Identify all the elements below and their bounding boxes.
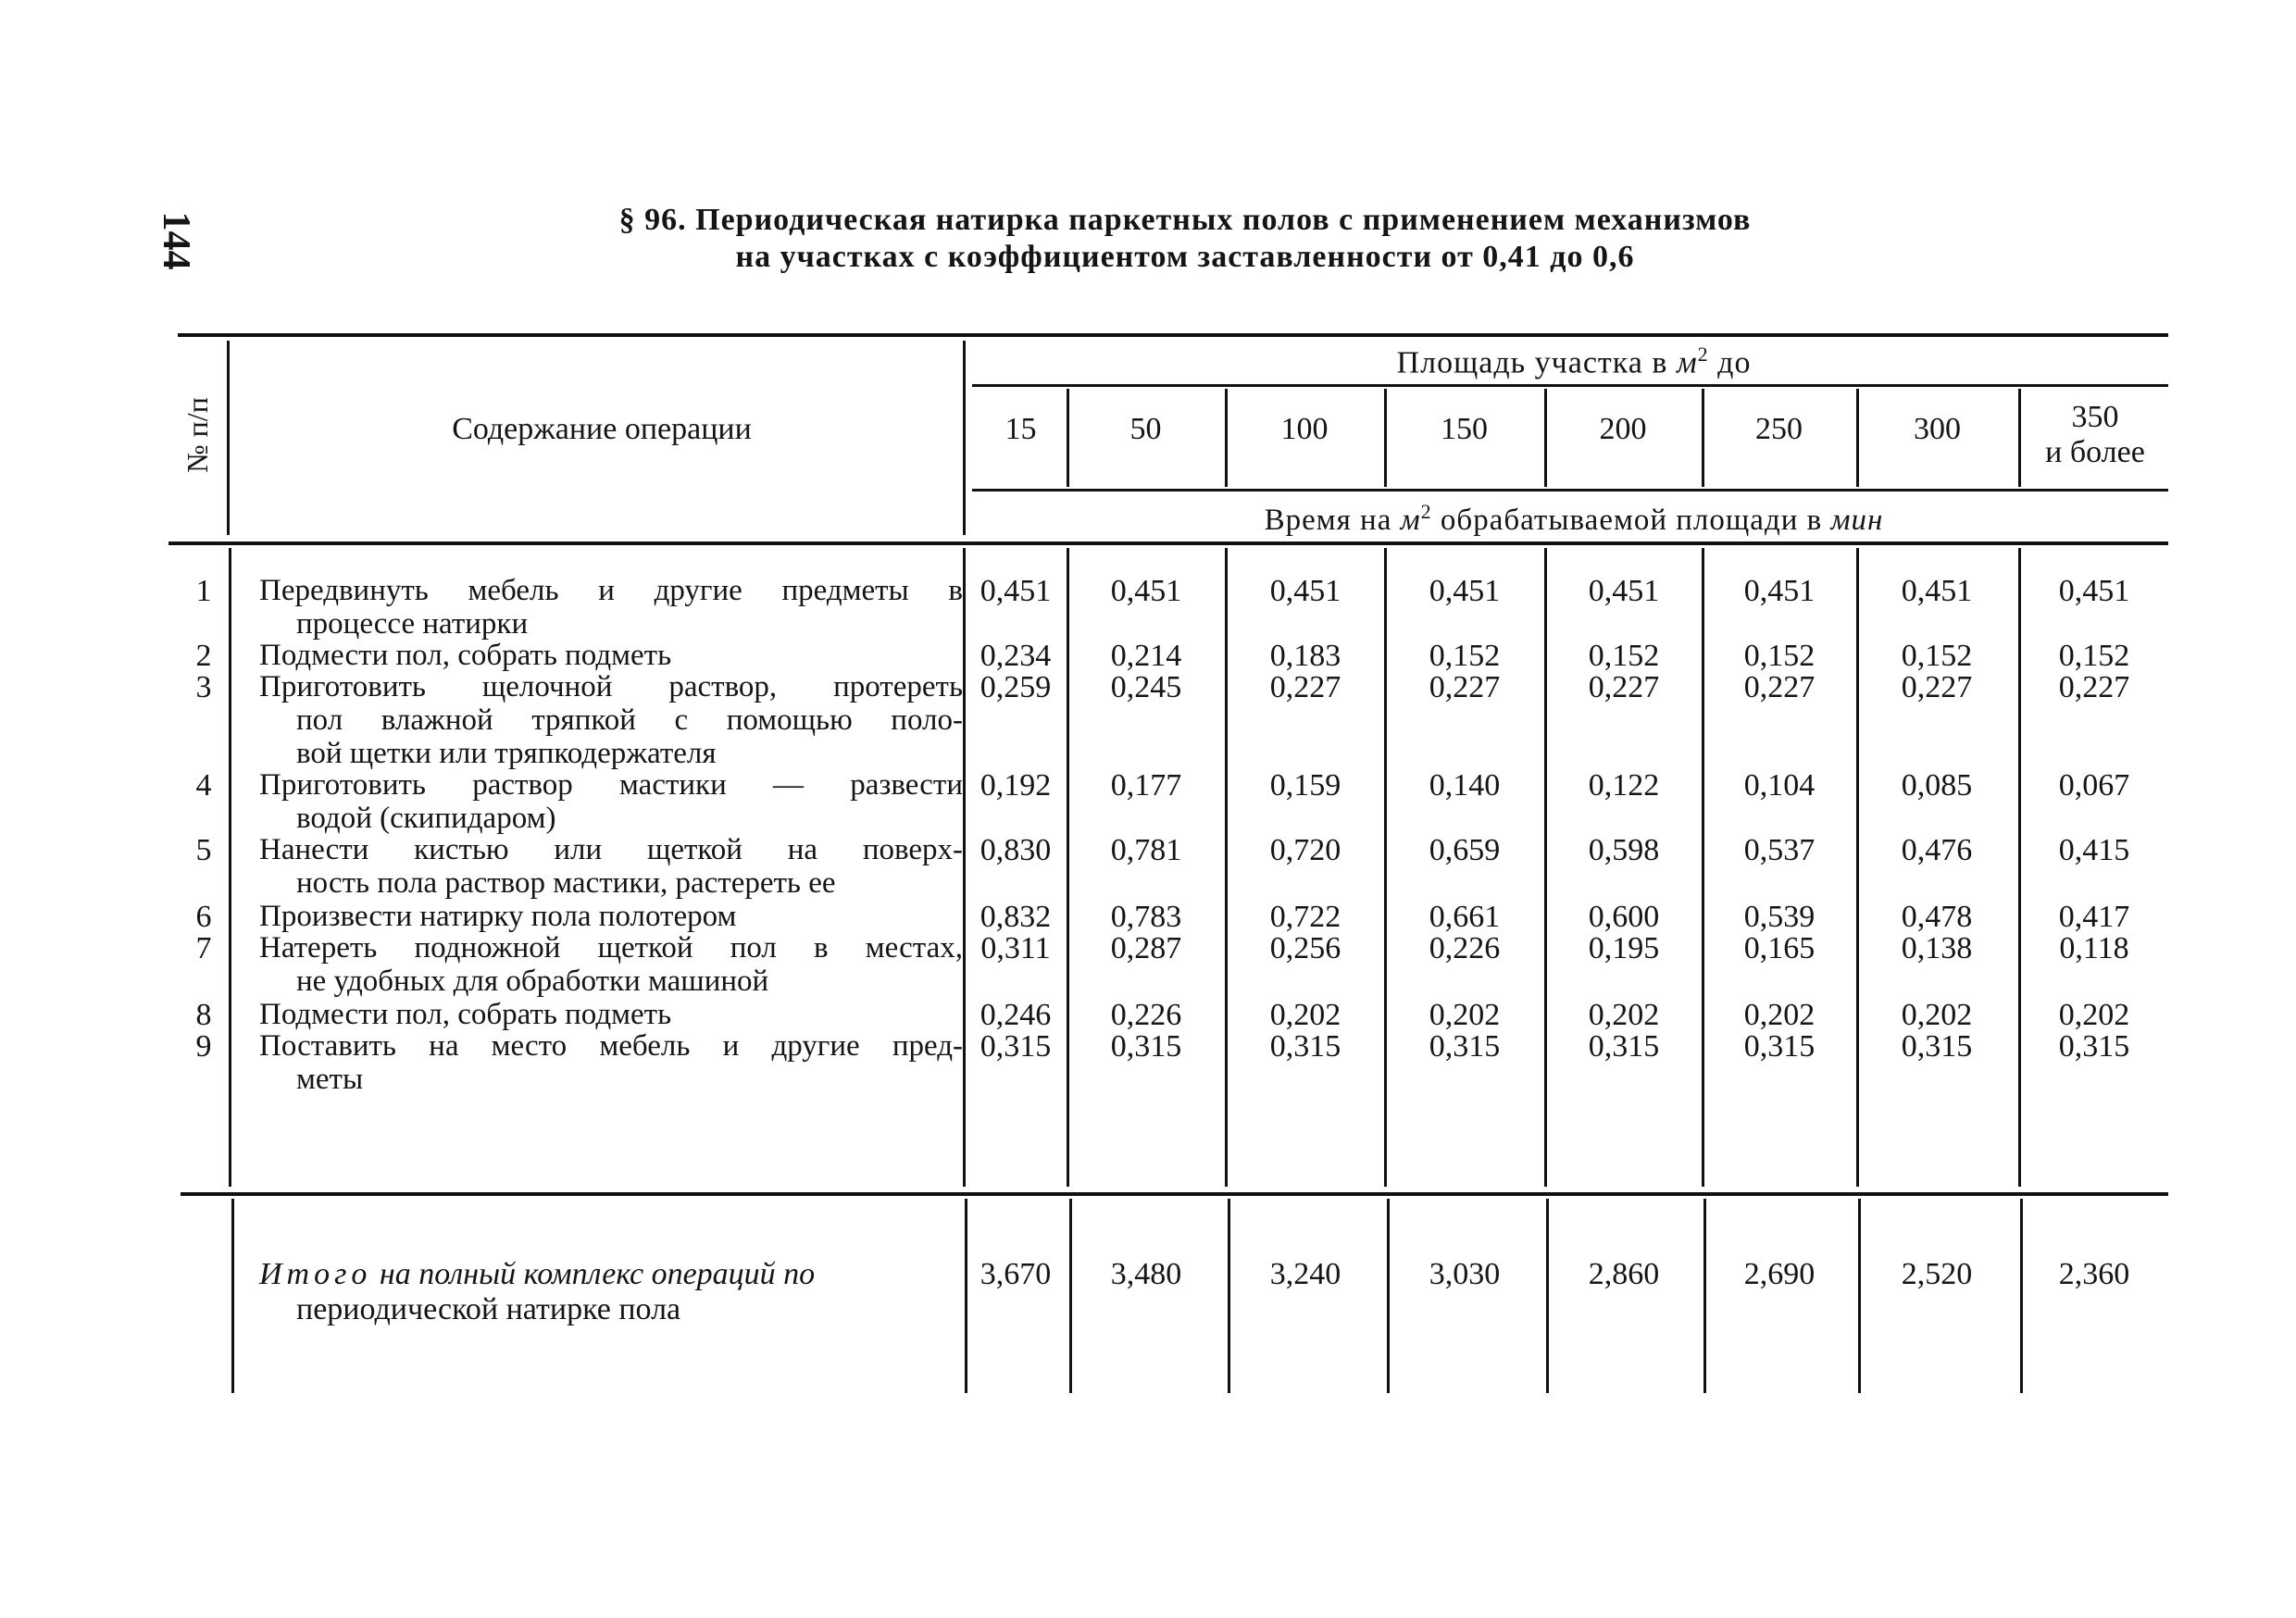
- row-value-cell: 0,202: [1901, 998, 1973, 1032]
- total-divider-col-4: [1546, 1199, 1549, 1393]
- body-divider-col-7: [2018, 548, 2021, 1187]
- total-divider-col-1: [1069, 1199, 1072, 1393]
- row-value-cell: 0,781: [1110, 833, 1182, 867]
- header-time-sup: 2: [1420, 500, 1432, 523]
- row-value-cell: 0,246: [980, 998, 1052, 1032]
- row-value-cell: 0,256: [1269, 931, 1341, 965]
- row-number: 8: [195, 998, 212, 1032]
- row-value-cell: 0,245: [1110, 670, 1182, 704]
- total-value-cell: 2,690: [1743, 1257, 1816, 1291]
- row-value-cell: 0,227: [2058, 670, 2130, 704]
- row-operation-line: Подмести пол, собрать подметь: [259, 998, 672, 1031]
- row-operation-line: Передвинуть мебель и другие предметы в: [259, 574, 963, 607]
- total-divider-col-3: [1387, 1199, 1390, 1393]
- row-value-cell: 0,152: [1901, 639, 1973, 673]
- header-col-200: 200: [1599, 412, 1647, 446]
- header-col-350: 350: [2071, 400, 2119, 434]
- row-value-cell: 0,315: [1743, 1029, 1816, 1064]
- row-value-cell: 0,085: [1901, 768, 1973, 803]
- row-value-cell: 0,417: [2058, 900, 2130, 934]
- total-value-cell: 3,670: [980, 1257, 1052, 1291]
- row-value-cell: 0,165: [1743, 931, 1816, 965]
- row-value-cell: 0,140: [1429, 768, 1501, 803]
- row-operation-line: вой щетки или тряпкодержателя: [296, 737, 717, 770]
- total-value-cell: 3,480: [1110, 1257, 1182, 1291]
- header-time-label: [972, 500, 2176, 538]
- row-operation-line: Произвести натирку пола полотером: [259, 900, 737, 933]
- header-col-250: 250: [1755, 412, 1803, 446]
- row-operation-line: Натереть подножной щеткой пол в местах,: [259, 931, 963, 965]
- row-operation-line: Подмести пол, собрать подметь: [259, 639, 672, 672]
- page-number: 144: [155, 211, 197, 270]
- row-value-cell: 0,192: [980, 768, 1052, 803]
- row-operation-line: Приготовить раствор мастики — развести: [259, 768, 963, 802]
- total-value-cell: 3,240: [1269, 1257, 1341, 1291]
- row-value-cell: 0,659: [1429, 833, 1501, 867]
- total-divider-col-5: [1703, 1199, 1706, 1393]
- row-value-cell: 0,118: [2059, 931, 2129, 965]
- header-time-prefix: Время на: [1264, 504, 1392, 537]
- row-value-cell: 0,227: [1743, 670, 1816, 704]
- header-divider-num: [227, 341, 230, 535]
- row-value-cell: 0,476: [1901, 833, 1973, 867]
- row-value-cell: 0,451: [1110, 574, 1182, 608]
- row-value-cell: 0,226: [1110, 998, 1182, 1032]
- header-col-15: 15: [1004, 412, 1037, 446]
- total-value-cell: 3,030: [1429, 1257, 1501, 1291]
- row-value-cell: 0,152: [1743, 639, 1816, 673]
- row-value-cell: 0,152: [1588, 639, 1660, 673]
- row-value-cell: 0,202: [1429, 998, 1501, 1032]
- row-value-cell: 0,159: [1269, 768, 1341, 803]
- row-value-cell: 0,202: [1588, 998, 1660, 1032]
- row-operation-line: Приготовить щелочной раствор, протереть: [259, 670, 963, 703]
- section-title-line-1: § 96. Периодическая натирка паркетных полов с применением механизмов: [618, 203, 1752, 237]
- header-bottom-rule: [168, 541, 2168, 545]
- row-value-cell: 0,183: [1269, 639, 1341, 673]
- row-value-cell: 0,315: [1269, 1029, 1341, 1064]
- total-divider-col-6: [1858, 1199, 1861, 1393]
- row-operation-text: [259, 768, 963, 835]
- header-area-label: [972, 342, 2176, 380]
- row-value-cell: 0,315: [2058, 1029, 2130, 1064]
- body-divider-col-6: [1856, 548, 1859, 1187]
- header-number-label: № п/п: [181, 397, 214, 473]
- row-value-cell: 0,234: [980, 639, 1052, 673]
- row-operation-text: [259, 1029, 963, 1096]
- row-value-cell: 0,722: [1269, 900, 1341, 934]
- row-number: 6: [195, 900, 212, 934]
- row-number: 9: [195, 1029, 212, 1064]
- header-col-300: 300: [1914, 412, 1961, 446]
- header-col-50: 50: [1129, 412, 1162, 446]
- row-value-cell: 0,783: [1110, 900, 1182, 934]
- row-operation-line: меты: [296, 1063, 364, 1096]
- header-col-350-more: [2021, 400, 2169, 470]
- row-number: 4: [195, 768, 212, 803]
- row-value-cell: 0,478: [1901, 900, 1973, 934]
- row-value-cell: 0,539: [1743, 900, 1816, 934]
- row-value-cell: 0,451: [1429, 574, 1501, 608]
- table-top-rule: [178, 333, 2168, 337]
- columns-bottom-rule: [972, 489, 2168, 492]
- row-number: 7: [195, 931, 212, 965]
- row-value-cell: 0,315: [1110, 1029, 1182, 1064]
- row-value-cell: 0,177: [1110, 768, 1182, 803]
- total-divider-num: [231, 1199, 234, 1393]
- header-time-middle: обрабатываемой площади в: [1440, 504, 1823, 537]
- body-divider-col-5: [1702, 548, 1704, 1187]
- row-value-cell: 0,720: [1269, 833, 1341, 867]
- row-value-cell: 0,451: [980, 574, 1052, 608]
- row-value-cell: 0,122: [1588, 768, 1660, 803]
- row-value-cell: 0,600: [1588, 900, 1660, 934]
- header-col-and-more: и более: [2045, 435, 2145, 469]
- row-value-cell: 0,067: [2058, 768, 2130, 803]
- row-operation-text: [259, 900, 963, 933]
- total-value-cell: 2,360: [2058, 1257, 2130, 1291]
- row-value-cell: 0,451: [1588, 574, 1660, 608]
- row-value-cell: 0,415: [2058, 833, 2130, 867]
- row-value-cell: 0,138: [1901, 931, 1973, 965]
- total-line-1: на полный комплекс операций по: [379, 1257, 816, 1291]
- row-value-cell: 0,451: [2058, 574, 2130, 608]
- row-value-cell: 0,832: [980, 900, 1052, 934]
- row-value-cell: 0,226: [1429, 931, 1501, 965]
- row-number: 2: [195, 639, 212, 673]
- row-operation-text: [259, 670, 963, 770]
- row-value-cell: 0,227: [1901, 670, 1973, 704]
- row-number: 1: [195, 574, 212, 608]
- row-value-cell: 0,287: [1110, 931, 1182, 965]
- total-label: [259, 1257, 972, 1327]
- row-operation-text: [259, 574, 963, 641]
- row-value-cell: 0,537: [1743, 833, 1816, 867]
- row-value-cell: 0,214: [1110, 639, 1182, 673]
- total-divider-col-7: [2020, 1199, 2023, 1393]
- row-value-cell: 0,104: [1743, 768, 1816, 803]
- row-operation-line: Поставить на место мебель и другие пред-: [259, 1029, 963, 1063]
- row-value-cell: 0,152: [1429, 639, 1501, 673]
- header-area-suffix: до: [1717, 345, 1752, 380]
- body-divider-col-3: [1384, 548, 1387, 1187]
- row-value-cell: 0,195: [1588, 931, 1660, 965]
- row-operation-line: Нанести кистью или щеткой на поверх-: [259, 833, 963, 866]
- row-value-cell: 0,311: [980, 931, 1051, 965]
- header-area-sup: 2: [1697, 342, 1709, 366]
- row-value-cell: 0,451: [1269, 574, 1341, 608]
- row-number: 5: [195, 833, 212, 867]
- row-value-cell: 0,202: [1269, 998, 1341, 1032]
- body-bottom-rule: [181, 1192, 2168, 1196]
- row-value-cell: 0,202: [1743, 998, 1816, 1032]
- total-value-cell: 2,860: [1588, 1257, 1660, 1291]
- total-value-cell: 2,520: [1901, 1257, 1973, 1291]
- row-operation-text: [259, 639, 963, 672]
- section-title-line-2: на участках с коэффициентом заставленности от 0,41 до 0,6: [735, 240, 1635, 274]
- row-value-cell: 0,598: [1588, 833, 1660, 867]
- row-operation-line: не удобных для обработки машиной: [296, 965, 769, 998]
- row-value-cell: 0,315: [980, 1029, 1052, 1064]
- header-col-150: 150: [1441, 412, 1488, 446]
- total-divider-col-2: [1228, 1199, 1230, 1393]
- row-value-cell: 0,451: [1743, 574, 1816, 608]
- header-col-100: 100: [1280, 412, 1329, 446]
- header-area-prefix: Площадь участка в: [1396, 345, 1668, 380]
- header-operation-label: Содержание операции: [452, 412, 752, 446]
- row-operation-line: водой (скипидаром): [296, 802, 556, 835]
- body-divider-num: [229, 548, 231, 1187]
- row-operation-line: ность пола раствор мастики, растереть ее: [296, 866, 836, 900]
- row-value-cell: 0,227: [1269, 670, 1341, 704]
- row-value-cell: 0,227: [1429, 670, 1501, 704]
- header-time-unit: м: [1400, 504, 1421, 537]
- section-title: [537, 202, 1833, 276]
- row-operation-text: [259, 833, 963, 900]
- row-value-cell: 0,451: [1901, 574, 1973, 608]
- body-divider-col-4: [1544, 548, 1547, 1187]
- row-value-cell: 0,202: [2058, 998, 2130, 1032]
- row-value-cell: 0,315: [1429, 1029, 1501, 1064]
- row-value-cell: 0,152: [2058, 639, 2130, 673]
- header-time-suffix: мин: [1830, 504, 1884, 537]
- row-operation-line: процессе натирки: [296, 607, 529, 641]
- total-lead: Итого: [259, 1257, 372, 1291]
- total-line-2: периодической натирке пола: [296, 1292, 681, 1326]
- row-operation-line: пол влажной тряпкой с помощью поло-: [296, 703, 963, 737]
- row-value-cell: 0,315: [1901, 1029, 1973, 1064]
- row-value-cell: 0,259: [980, 670, 1052, 704]
- row-value-cell: 0,227: [1588, 670, 1660, 704]
- row-operation-text: [259, 998, 963, 1031]
- body-divider-col-2: [1225, 548, 1228, 1187]
- row-number: 3: [195, 670, 212, 704]
- row-value-cell: 0,830: [980, 833, 1052, 867]
- area-header-rule: [972, 384, 2168, 387]
- row-operation-text: [259, 931, 963, 998]
- row-value-cell: 0,661: [1429, 900, 1501, 934]
- row-value-cell: 0,315: [1588, 1029, 1660, 1064]
- header-area-unit: м: [1676, 345, 1698, 380]
